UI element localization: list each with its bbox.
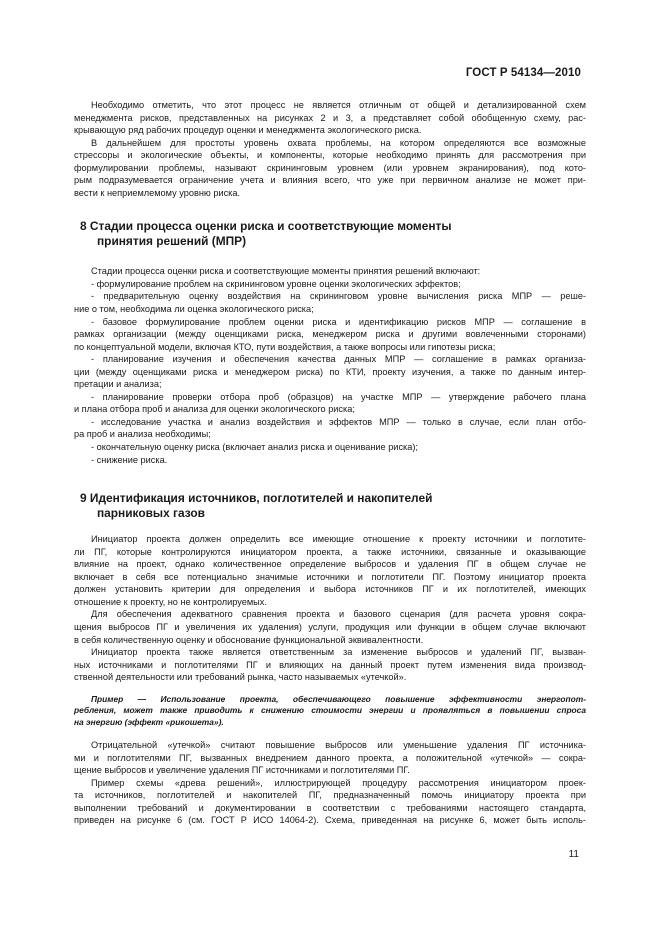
text-line: ли ПГ, которые контролируются инициатором проекта, а также источники, связанные и оказывающие	[74, 546, 586, 557]
text-line: - предварительную оценку воздействия на скрининговом уровне вычисления риска МПР — реше-	[91, 291, 586, 302]
text-line: ми и поглотителями ПГ, вызванных внедрением данного проекта, а положительной «утечкой» — сокра-	[74, 752, 586, 763]
section-title-line: 9 Идентификация источников, поглотителей и накопителей	[80, 491, 433, 506]
text-line: включает в себя все потенциально значимые источники и поглотители ПГ. Поэтому инициатор проекта	[74, 571, 586, 582]
text-line: претации и анализа;	[74, 379, 162, 390]
example-note	[74, 694, 586, 729]
section-8-list	[74, 265, 586, 466]
section-title-line: принятия решений (МПР)	[97, 234, 247, 249]
document-header-id: ГОСТ Р 54134—2010	[465, 67, 581, 79]
text-line: Для обеспечения адекватного сравнения проекта и базового сценария (для расчета уровня сокра-	[91, 609, 586, 620]
text-line: формулировании проблемы, называют скрининговым уровнем (или уровнем экранирования), под кото-	[74, 162, 586, 173]
text-line: щение выбросов и увеличение удаления ПГ источниками и поглотителями ПГ.	[74, 765, 410, 776]
text-line: по концептуальной модели, включая КТО, пути воздействия, а также вопросы или гипотезы риска;	[74, 341, 496, 352]
text-line: ребления, может также приводить к снижению стоимости энергии и проявляться в повышении спроса	[74, 705, 586, 716]
text-line: Необходимо отметить, что этот процесс не является отличным от общей и детализированной схем	[91, 100, 586, 110]
text-line: - исследование участка и анализ воздействия и эффектов МПР — только в случае, если план отбо-	[91, 416, 586, 427]
text-line: Инициатор проекта должен определить все имеющие отношение к проекту источники и поглотите-	[91, 534, 586, 545]
text-line: ции (между оценщиками риска и менеджером риска) по КТИ, проекту изучения, а также по данным интер-	[74, 366, 586, 377]
intro-paragraph-1	[74, 99, 586, 137]
section-9-title	[74, 491, 586, 521]
intro-paragraph-2	[74, 137, 586, 200]
text-line: - окончательную оценку риска (включает анализ риска и оценивание риска);	[91, 442, 418, 453]
text-line: - планирование изучения и обеспечения качества данных МПР — соглашение в рамках организа-	[91, 354, 586, 365]
section-8-title	[74, 219, 586, 249]
text-line: Инициатор проекта также является ответственным за изменение выбросов и удалений ПГ, вызван-	[91, 647, 586, 658]
text-line: отношение к проекту, но не контролируемых.	[74, 596, 267, 607]
text-line: - формулирование проблем на скрининговом уровне оценки экологических эффектов;	[91, 278, 461, 289]
text-line: Пример — Использование проекта, обеспечивающего повышение эффективности энергопот-	[91, 693, 586, 704]
section-title-line: 8 Стадии процесса оценки риска и соответствующие моменты	[80, 219, 452, 234]
text-line: рым подразумевается ограничение учета и влияния всего, что уже при первичном анализе не может при-	[74, 175, 586, 186]
text-line: и плана отбора проб и анализа для оценки экологического риска;	[74, 404, 355, 415]
text-line: Пример схемы «древа решений», иллюстрирующей процедуру рассмотрения инициатором проек-	[91, 777, 586, 788]
section-title-line: парниковых газов	[97, 506, 205, 521]
text-line: рамках организации (между оценщиками риска, менеджером риска и другими вовлеченными сторонами)	[74, 329, 586, 340]
section-9-body	[74, 533, 586, 684]
text-line: Отрицательной «утечкой» считают повышение выбросов или уменьшение удаления ПГ источника-	[91, 740, 586, 751]
text-line: щения выбросов ПГ и увеличения их удаления) услуги, продукция или функции в общем случае включают	[74, 621, 586, 632]
text-line: ных источниками и поглотителями ПГ и влияющих на данный проект путем изменения вида производ-	[74, 659, 586, 670]
text-line: ние о том, необходима ли оценка экологического риска;	[74, 304, 314, 315]
text-line: Стадии процесса оценки риска и соответствующие моменты принятия решений включают:	[91, 266, 481, 277]
text-line: должен установить критерии для определения и выбора источников ПГ и их поглотителей, имеющих	[74, 584, 586, 595]
page-number: 11	[568, 849, 579, 860]
text-line: на энергию (эффект «рикошета»).	[74, 717, 224, 728]
text-line: выполнении требований и документировании в соответствии с требованиями настоящего стандарта,	[74, 802, 586, 813]
text-line: приведен на рисунке 6 (см. ГОСТ Р ИСО 14064-2). Схема, приведенная на рисунке 6, может быть исполь-	[74, 815, 586, 826]
text-line: крывающую ряд рабочих процедур оценки и менеджмента экологического риска.	[74, 125, 422, 136]
text-line: в себя количественную оценку и обоснование функциональной эквивалентности.	[74, 634, 424, 645]
page-body	[74, 99, 586, 827]
text-line: - базовое формулирование проблем оценки риска и идентификацию рисков МПР — соглашение в	[91, 316, 586, 327]
text-line: вести к неприемлемому уровню риска.	[74, 187, 241, 198]
text-line: та источников, поглотителей и накопителей ПГ, предназначенный помочь инициатору проекта при	[74, 790, 586, 801]
text-line: - планирование проверки отбора проб (образцов) на участке МПР — утверждение рабочего плана	[91, 391, 586, 402]
text-line: В дальнейшем для простоты уровень охвата проблемы, на котором определяются все возможные	[91, 137, 586, 148]
text-line: стрессоры и экологические объекты, и компоненты, которые необходимо принять для рассмотрения при	[74, 150, 586, 161]
section-9-body-continued	[74, 739, 586, 827]
text-line: менеджмента рисков, представленных на рисунках 2 и 3, а представляет собой обобщенную схему, рас-	[74, 112, 586, 123]
text-line: влияние на проект, однако количественное определение выбросов и удаления ПГ в общем случае не	[74, 559, 586, 570]
text-line: ра проб и анализа необходимы;	[74, 429, 211, 440]
text-line: ственной деятельности или требований рынка, часто называемых «утечкой».	[74, 672, 407, 683]
text-line: - снижение риска.	[91, 454, 168, 465]
